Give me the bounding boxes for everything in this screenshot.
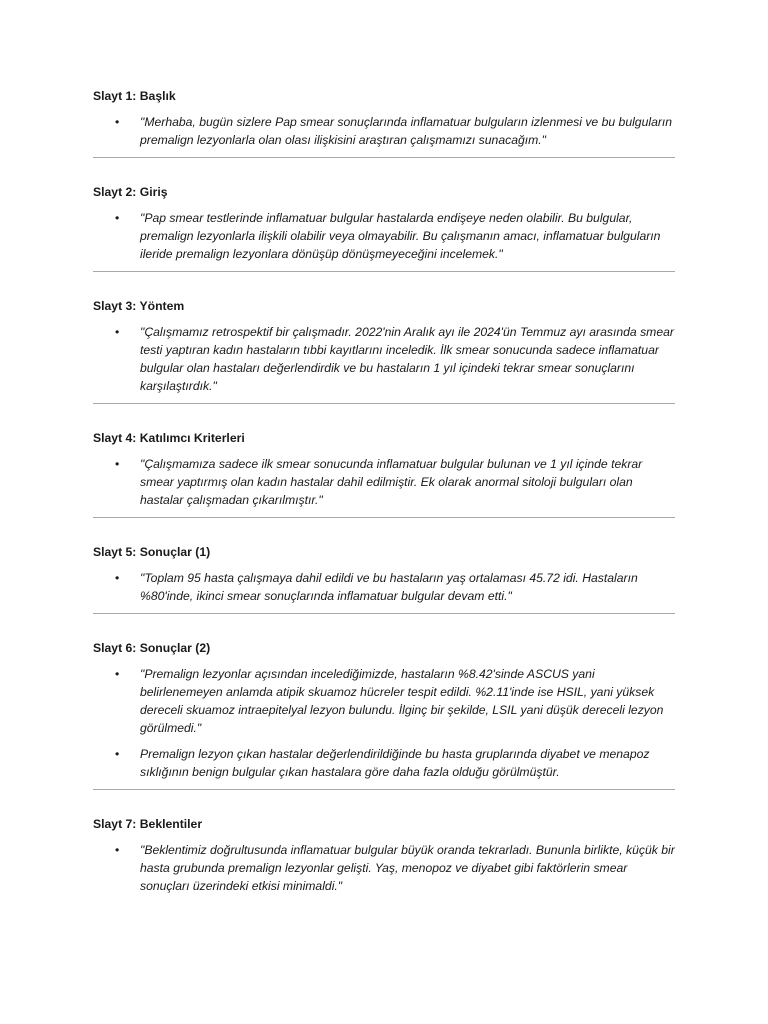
bullet-item: • "Toplam 95 hasta çalışmaya dahil edildi ve bu hastaların yaş ortalaması 45.72 idi. Hastaların %80'inde, ikinci smear sonuçlarında inflamatuar bulgular devam etti." <box>93 569 675 605</box>
section-divider <box>93 517 675 518</box>
bullet-list <box>93 665 675 781</box>
bullet-list <box>93 455 675 509</box>
slide-section-3 <box>93 298 675 395</box>
bullet-list <box>93 569 675 605</box>
bullet-list <box>93 113 675 149</box>
bullet-item: • "Pap smear testlerinde inflamatuar bulgular hastalarda endişeye neden olabilir. Bu bulgular, premalign lezyonlarla ilişkili olabilir veya olmayabilir. Bu çalışmanın amacı, inflamatuar bulguların ileride premalign lezyonlara dönüşüp dönüşmeyeceğini incelemek." <box>93 209 675 263</box>
bullet-item: • "Merhaba, bugün sizlere Pap smear sonuçlarında inflamatuar bulguların izlenmesi ve bu bulguların premalign lezyonlarla olan olası ilişkisini araştıran çalışmamızı sunacağım." <box>93 113 675 149</box>
bullet-list <box>93 209 675 263</box>
slide-section-4 <box>93 430 675 509</box>
slide-title: Slayt 3: Yöntem <box>93 299 185 313</box>
bullet-item: • "Çalışmamız retrospektif bir çalışmadır. 2022'nin Aralık ayı ile 2024'ün Temmuz ayı arasında smear testi yaptıran kadın hastaların tıbbi kayıtlarını inceledik. İlk smear sonucunda sadece inflamatuar bulgular olan hastaları değerlendirdik ve bu hastaların 1 yıl içindeki tekrar smear sonuçlarını karşılaştırdık." <box>93 323 675 395</box>
bullet-item: • Premalign lezyon çıkan hastalar değerlendirildiğinde bu hasta gruplarında diyabet ve menapoz sıklığının benign bulgular çıkan hastalara göre daha fazla olduğu görülmüştür. <box>93 745 675 781</box>
slide-section-7 <box>93 816 675 895</box>
section-divider <box>93 271 675 272</box>
slide-title: Slayt 6: Sonuçlar (2) <box>93 641 211 655</box>
slide-section-5 <box>93 544 675 605</box>
slide-title: Slayt 4: Katılımcı Kriterleri <box>93 431 245 445</box>
slide-section-2 <box>93 184 675 263</box>
bullet-list <box>93 841 675 895</box>
slide-title: Slayt 7: Beklentiler <box>93 817 203 831</box>
slide-title: Slayt 1: Başlık <box>93 89 176 103</box>
slide-section-1 <box>93 88 675 149</box>
bullet-item: • "Premalign lezyonlar açısından incelediğimizde, hastaların %8.42'sinde ASCUS yani belirlenemeyen anlamda atipik skuamoz hücreler tespit edildi. %2.11'inde ise HSIL, yani yüksek dereceli skuamoz intraepitelyal lezyon bulundu. İlginç bir şekilde, LSIL yani düşük dereceli lezyon görülmedi." <box>93 665 675 737</box>
slide-title: Slayt 2: Giriş <box>93 185 168 199</box>
section-divider <box>93 789 675 790</box>
bullet-item: • "Çalışmamıza sadece ilk smear sonucunda inflamatuar bulgular bulunan ve 1 yıl içinde tekrar smear yaptırmış olan kadın hastalar dahil edilmiştir. Ek olarak anormal sitoloji bulguları olan hastalar çalışmadan çıkarılmıştır." <box>93 455 675 509</box>
slide-title: Slayt 5: Sonuçlar (1) <box>93 545 211 559</box>
document-page <box>93 88 675 903</box>
bullet-item: • "Beklentimiz doğrultusunda inflamatuar bulgular büyük oranda tekrarladı. Bununla birlikte, küçük bir hasta grubunda premalign lezyonlar gelişti. Yaş, menopoz ve diyabet gibi faktörlerin smear sonuçları üzerindeki etkisi minimaldi." <box>93 841 675 895</box>
section-divider <box>93 403 675 404</box>
bullet-list <box>93 323 675 395</box>
section-divider <box>93 613 675 614</box>
slide-section-6 <box>93 640 675 781</box>
section-divider <box>93 157 675 158</box>
